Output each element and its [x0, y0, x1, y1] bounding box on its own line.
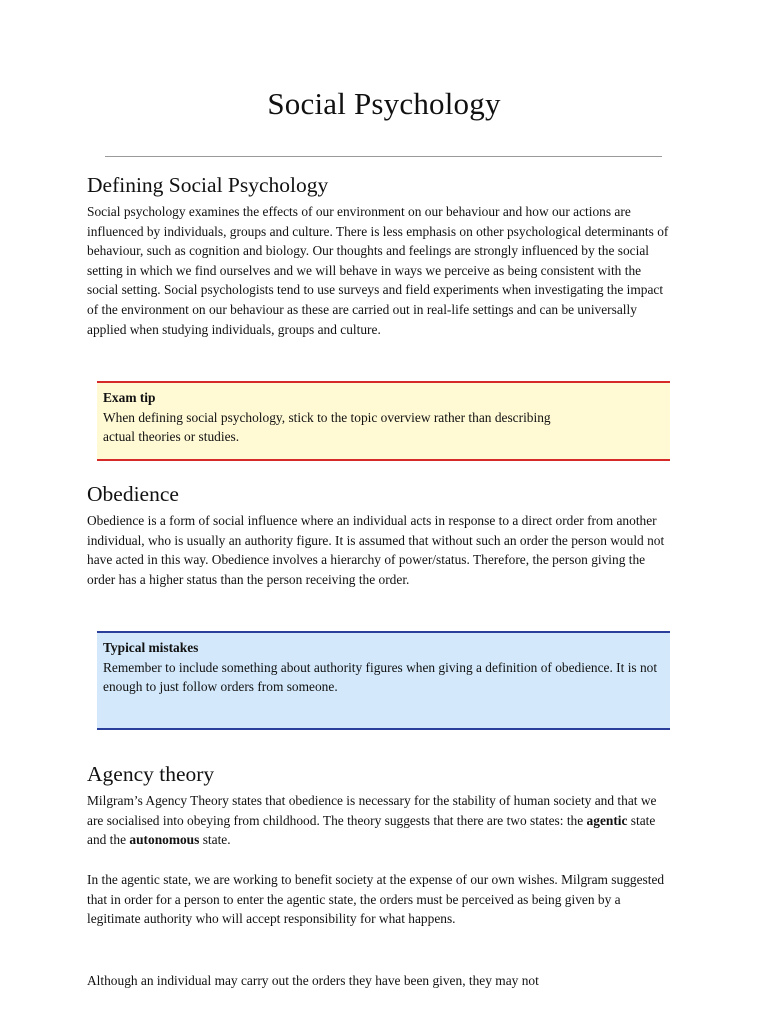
typical-mistakes-box	[97, 631, 670, 730]
section-heading-defining: Defining Social Psychology	[87, 173, 329, 197]
section-paragraph-agentic-state: In the agentic state, we are working to benefit society at the expense of our own wishes. Milgram suggested that in order for a person to enter the agentic state, the orders must be perceived as being given by a legitimate authority who will accept responsibility for what happens.	[87, 872, 665, 927]
agency-intro-middle: state and the	[87, 812, 656, 848]
exam-tip-box	[97, 381, 670, 461]
section-heading-agency-theory: Agency theory	[87, 762, 215, 786]
agency-intro-text: Milgram’s Agency Theory states that obedience is necessary for the stability of human society and that we are socialised into obeying from childhood. The theory suggests that there are two states: the	[87, 793, 657, 828]
title-divider	[105, 156, 662, 157]
typical-mistakes-title: Typical mistakes	[103, 640, 199, 655]
section-paragraph-orders: Although an individual may carry out the orders they have been given, they may not	[87, 973, 539, 988]
exam-tip-text: When defining social psychology, stick to the topic overview rather than describing actual theories or studies.	[103, 409, 551, 445]
agentic-term: agentic	[586, 812, 628, 828]
section-heading-obedience: Obedience	[87, 482, 179, 506]
section-paragraph-obedience: Obedience is a form of social influence where an individual acts in response to a direct order from another individual, who is usually an authority figure. It is assumed that without such an order the person would not have acted in this way. Obedience involves a hierarchy of power/status. Therefore, the person giving the order has a higher status than the person receiving the order.	[87, 513, 665, 587]
section-paragraph-defining: Social psychology examines the effects of our environment on our behaviour and how our actions are influenced by individuals, groups and culture. There is less emphasis on other psychological determinants of behaviour, such as cognition and biology. Our thoughts and feelings are strongly influenced by the social setting in which we find ourselves and we will behave in ways we perceive as being consistent with the social setting. Social psychologists tend to use surveys and field experiments when investigating the impact of the environment on our behaviour as these are carried out in real-life settings and can be universally applied when studying individuals, groups and culture.	[87, 204, 669, 337]
exam-tip-title: Exam tip	[103, 390, 156, 405]
typical-mistakes-text: Remember to include something about authority figures when giving a definition of obedience. It is not enough to just follow orders from someone.	[103, 659, 658, 695]
section-paragraph-agency-intro	[87, 791, 671, 850]
autonomous-term: autonomous	[129, 832, 200, 848]
agency-intro-end: state.	[199, 832, 231, 848]
page-title: Social Psychology	[267, 86, 501, 121]
